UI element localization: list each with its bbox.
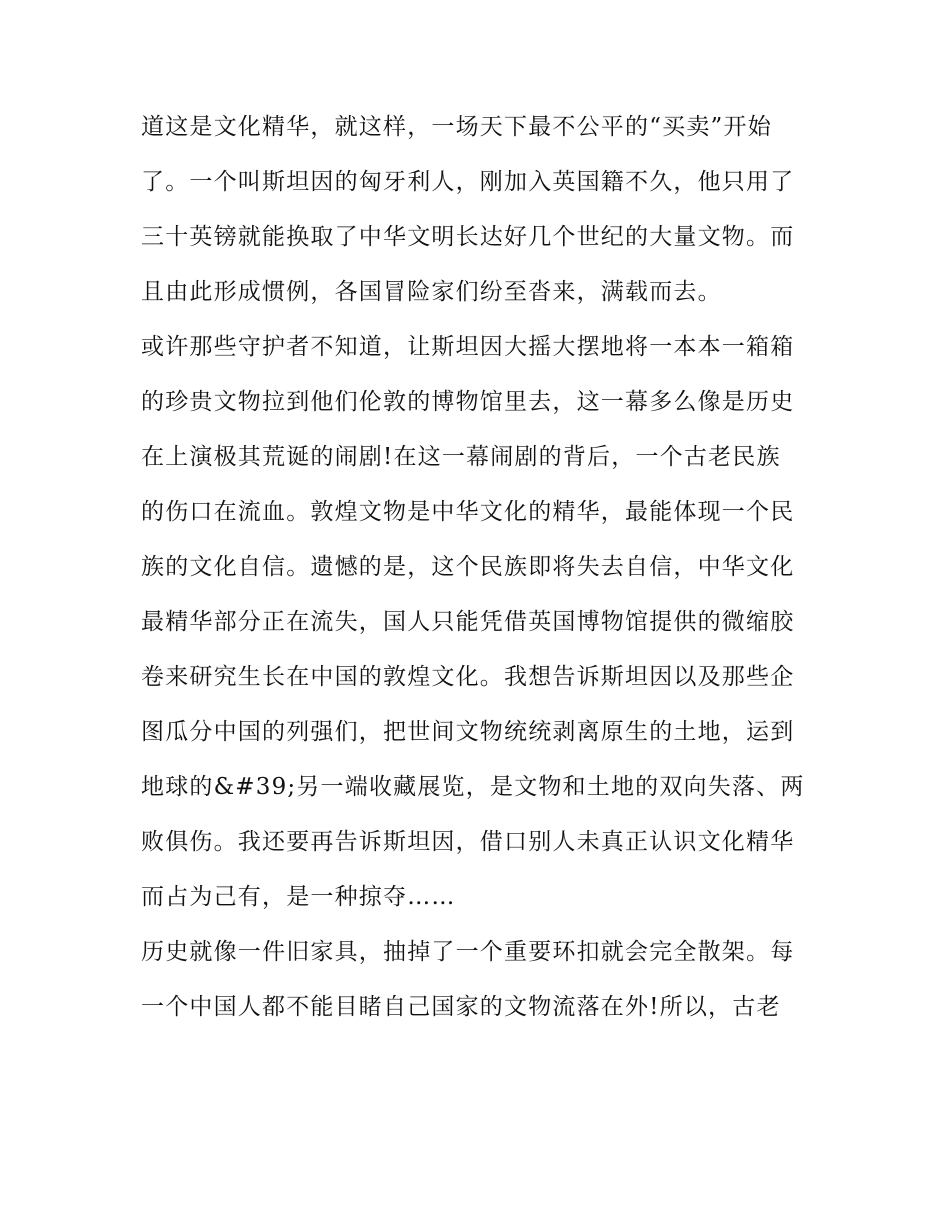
text-line: 族的文化自信。遗憾的是，这个民族即将失去自信，中华文化 bbox=[141, 554, 795, 580]
text-line: 的珍贵文物拉到他们伦敦的博物馆里去，这一幕多么像是历史 bbox=[141, 389, 795, 415]
text-line: 而占为己有，是一种掠夺…… bbox=[141, 884, 456, 910]
text-line: 的伤口在流血。敦煌文物是中华文化的精华，最能体现一个民 bbox=[141, 499, 795, 525]
text-line: 了。一个叫斯坦因的匈牙利人，刚加入英国籍不久，他只用了 bbox=[141, 169, 795, 195]
text-line: 地球的&#39;另一端收藏展览，是文物和土地的双向失落、两 bbox=[141, 774, 805, 800]
text-line: 在上演极其荒诞的闹剧!在这一幕闹剧的背后，一个古老民族 bbox=[141, 444, 781, 470]
text-line: 且由此形成惯例，各国冒险家们纷至沓来，满载而去。 bbox=[141, 279, 722, 305]
text-line: 败俱伤。我还要再告诉斯坦因，借口别人未真正认识文化精华 bbox=[141, 829, 795, 855]
body-text bbox=[141, 100, 813, 1035]
text-line: 或许那些守护者不知道，让斯坦因大摇大摆地将一本本一箱箱 bbox=[141, 334, 795, 360]
text-line: 最精华部分正在流失，国人只能凭借英国博物馆提供的微缩胶 bbox=[141, 609, 795, 635]
text-line: 图瓜分中国的列强们，把世间文物统统剥离原生的土地，运到 bbox=[141, 719, 795, 745]
text-line: 一个中国人都不能目睹自己国家的文物流落在外!所以，古老 bbox=[141, 994, 781, 1020]
text-line: 卷来研究生长在中国的敦煌文化。我想告诉斯坦因以及那些企 bbox=[141, 664, 795, 690]
text-line: 三十英镑就能换取了中华文明长达好几个世纪的大量文物。而 bbox=[141, 224, 795, 250]
text-line: 道这是文化精华，就这样，一场天下最不公平的“买卖”开始 bbox=[141, 114, 772, 140]
text-line: 历史就像一件旧家具，抽掉了一个重要环扣就会完全散架。每 bbox=[141, 939, 795, 965]
